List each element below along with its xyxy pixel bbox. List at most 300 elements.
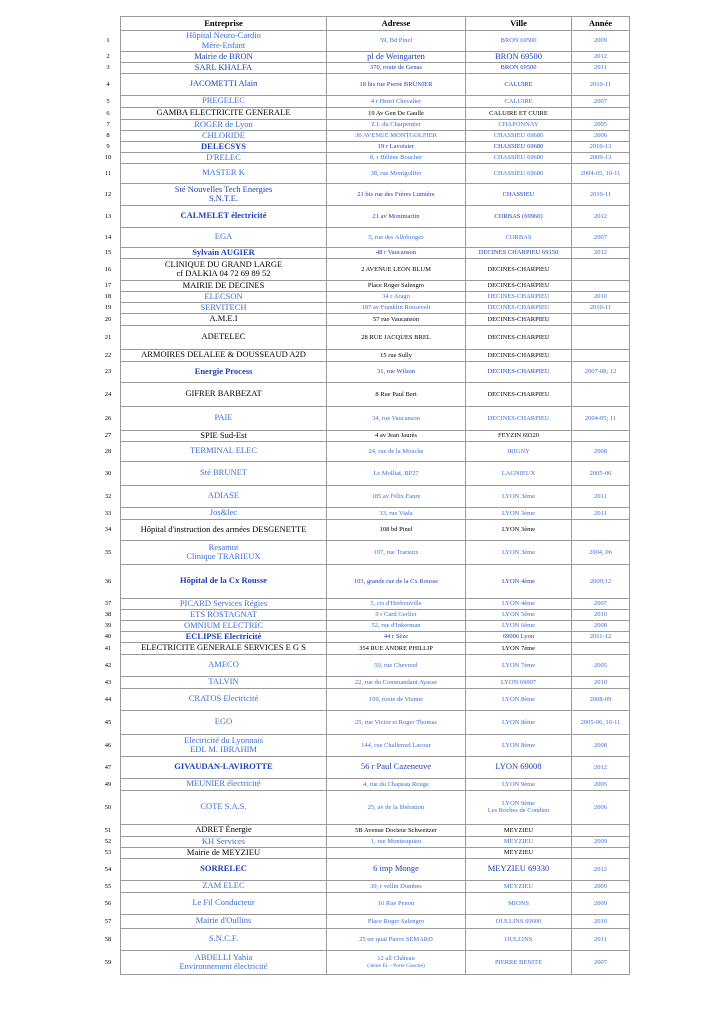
cell-text: DECINES-CHARPIEU <box>487 293 550 301</box>
cell-text: ROGER de Lyon <box>194 119 253 129</box>
table-row <box>96 406 630 430</box>
row-number: 38 <box>104 611 112 619</box>
cell-entreprise <box>121 631 327 642</box>
header-annee: Année <box>572 17 630 31</box>
cell-text: LYON 8ème <box>501 718 536 726</box>
header-num <box>96 17 121 31</box>
cell-text: 6 imp Monge <box>373 863 419 874</box>
cell-ville <box>466 858 572 880</box>
cell-entreprise <box>121 642 327 654</box>
cell-text: EGO <box>214 716 233 727</box>
cell-text: 52, rue d'Inkerman <box>371 622 421 630</box>
cell-annee: 2007 <box>572 598 630 609</box>
cell-text: LYON 3ème <box>501 526 536 534</box>
cell-text: CHASSIEU <box>502 190 535 198</box>
cell-entreprise <box>121 790 327 824</box>
company-table <box>96 16 630 975</box>
cell-text: DECINES-CHARPIEU <box>487 333 550 341</box>
cell-entreprise <box>121 880 327 892</box>
cell-adresse <box>327 313 466 325</box>
cell-ville <box>466 824 572 836</box>
row-number: 42 <box>104 661 112 669</box>
cell-adresse <box>327 598 466 609</box>
row-number: 44 <box>104 695 112 703</box>
cell-entreprise <box>121 152 327 163</box>
cell-entreprise <box>121 485 327 507</box>
cell-text: LYON 7ème <box>501 661 536 669</box>
row-number: 1 <box>106 37 110 45</box>
cell-text: IRIGNY <box>507 447 530 455</box>
cell-entreprise <box>121 280 327 291</box>
cell-text: Z.I. du Charpentier <box>371 121 421 129</box>
cell-entreprise <box>121 258 327 280</box>
cell-text: 185 av Félix Faure <box>371 492 421 500</box>
cell-text: 50, rue Chevreul <box>374 661 418 669</box>
table-row <box>96 790 630 824</box>
cell-adresse <box>327 824 466 836</box>
row-number: 49 <box>104 780 112 788</box>
row-number: 46 <box>104 741 112 749</box>
cell-text: DECINES-CHARPIEU <box>487 315 550 323</box>
cell-adresse <box>327 73 466 95</box>
row-number: 52 <box>104 838 112 846</box>
cell-annee: 2006 <box>572 130 630 141</box>
table-row <box>96 302 630 313</box>
cell-entreprise <box>121 598 327 609</box>
cell-ville <box>466 247 572 258</box>
cell-text: CHAPONNAY <box>498 121 539 129</box>
cell-text: 25, av de la libération <box>367 803 425 811</box>
table-row <box>96 95 630 107</box>
cell-adresse <box>327 63 466 74</box>
cell-adresse <box>327 280 466 291</box>
cell-annee: 2011 <box>572 63 630 74</box>
cell-annee: 2008 <box>572 734 630 756</box>
cell-annee: 2005 <box>572 778 630 790</box>
cell-text: Jos&lec <box>209 507 238 518</box>
cell-text: GIFRER BARBEZAT <box>185 388 262 399</box>
cell-text: CHLORIDE <box>202 130 245 140</box>
cell-text: 8, r Hélène Boucher <box>369 154 423 162</box>
table-row <box>96 163 630 183</box>
cell-entreprise <box>121 620 327 631</box>
cell-text: MEYZIEU <box>503 826 534 834</box>
cell-text: 144, rue Challemel Lacour <box>361 741 431 749</box>
cell-annee: 2012 <box>572 205 630 227</box>
cell-ville <box>466 914 572 928</box>
cell-entreprise <box>121 441 327 461</box>
cell-text: DECINES-CHARPIEU <box>487 282 550 290</box>
row-number: 30 <box>104 469 112 477</box>
cell-ville <box>466 778 572 790</box>
table-row <box>96 291 630 302</box>
cell-text: TALVIN <box>208 676 239 687</box>
cell-adresse <box>327 609 466 620</box>
cell-adresse <box>327 152 466 163</box>
cell-text: OULLINS 69600 <box>495 917 542 925</box>
cell-text: AMECO <box>208 659 239 670</box>
row-number: 43 <box>104 678 112 686</box>
cell-text: 12 all Château <box>377 955 415 963</box>
cell-text: CALUIRE <box>504 97 533 105</box>
cell-annee: 2005-06 <box>572 461 630 485</box>
cell-text: Hôpital de la Cx Rousse <box>180 575 267 586</box>
cell-text: MASTER K <box>202 167 245 178</box>
cell-ville <box>466 642 572 654</box>
cell-annee <box>572 258 630 280</box>
cell-entreprise <box>121 950 327 974</box>
table-row <box>96 73 630 95</box>
cell-text: Resamut <box>208 541 239 552</box>
cell-ville <box>466 291 572 302</box>
cell-annee: 2012 <box>572 756 630 778</box>
cell-annee: 2010-11 <box>572 73 630 95</box>
cell-annee: 2008-09 <box>572 688 630 710</box>
cell-text: 24, rue de la Mouche <box>368 447 424 455</box>
cell-adresse <box>327 631 466 642</box>
table-row <box>96 950 630 974</box>
cell-annee: 2011-12 <box>572 631 630 642</box>
cell-text: 5B Avenue Docteur Schweitzer <box>355 826 437 834</box>
row-number: 2 <box>106 53 110 61</box>
row-number: 21 <box>104 333 112 341</box>
table-row <box>96 485 630 507</box>
cell-adresse <box>327 642 466 654</box>
cell-text: ELECTRICITE GENERALE SERVICES E G S <box>141 642 306 653</box>
row-number: 41 <box>104 644 112 652</box>
cell-entreprise <box>121 710 327 734</box>
table-row <box>96 858 630 880</box>
table-row <box>96 152 630 163</box>
row-number: 20 <box>104 315 112 323</box>
cell-annee: 2009 <box>572 892 630 914</box>
cell-entreprise <box>121 430 327 441</box>
table-row <box>96 258 630 280</box>
cell-adresse <box>327 847 466 858</box>
cell-text: 4 av Jean Jaurès <box>374 432 418 440</box>
cell-adresse <box>327 564 466 598</box>
cell-text: LYON 69007 <box>500 678 537 686</box>
cell-adresse <box>327 183 466 205</box>
cell-text: Hôpital d'instruction des armées DESGENETTE <box>140 523 307 534</box>
header-ville: Ville <box>466 17 572 31</box>
cell-ville <box>466 836 572 847</box>
row-number: 23 <box>104 368 112 376</box>
row-number: 40 <box>104 633 112 641</box>
cell-text: EDL M. IBRAHIM <box>190 744 257 755</box>
cell-text: 34 r Arago <box>382 293 410 301</box>
cell-text: MEYZIEU <box>503 882 534 890</box>
cell-entreprise <box>121 676 327 688</box>
cell-text: CALMELET électricité <box>180 210 267 221</box>
cell-text: MEYZIEU <box>503 849 534 857</box>
cell-entreprise <box>121 564 327 598</box>
cell-ville <box>466 349 572 361</box>
cell-text: 39, r vellin Dombes <box>370 882 422 890</box>
row-number: 6 <box>106 109 110 117</box>
cell-annee: 2012 <box>572 858 630 880</box>
cell-entreprise <box>121 63 327 74</box>
table-row <box>96 928 630 950</box>
cell-entreprise <box>121 609 327 620</box>
cell-text: Le Fil Conducteur <box>192 897 255 908</box>
cell-annee: 2007 <box>572 950 630 974</box>
cell-text: Electricité du Lyonnais <box>184 734 263 745</box>
cell-ville <box>466 790 572 824</box>
cell-text: Mairie de BRON <box>194 51 253 62</box>
cell-text: FEYZIN 69320 <box>498 432 539 440</box>
cell-entreprise <box>121 654 327 676</box>
cell-entreprise <box>121 734 327 756</box>
row-number: 11 <box>104 169 112 177</box>
cell-annee: 2008 <box>572 441 630 461</box>
cell-adresse <box>327 858 466 880</box>
cell-text: 18 bis rue Pierre BRUNIER <box>359 80 433 88</box>
row-number: 27 <box>104 432 112 440</box>
cell-text: DECINES-CHARPIEU <box>487 414 550 422</box>
cell-text: JACOMETTI Alain <box>189 78 258 89</box>
cell-ville <box>466 507 572 519</box>
cell-text: GAMBA ELECTRICITE GENERALE <box>156 107 291 118</box>
cell-text: CALUIRE <box>504 80 533 88</box>
cell-ville <box>466 280 572 291</box>
cell-text: LYON 4ème <box>501 600 536 608</box>
cell-text: SPIE Sud-Est <box>200 430 247 440</box>
cell-annee <box>572 349 630 361</box>
cell-text: GIVAUDAN-LAVIROTTE <box>174 761 273 772</box>
table-row <box>96 836 630 847</box>
cell-adresse <box>327 790 466 824</box>
cell-text: SORRELEC <box>200 863 247 874</box>
cell-entreprise <box>121 540 327 564</box>
cell-text: Place Roger Salengro <box>367 282 425 290</box>
cell-text: Mère-Enfant <box>201 40 246 50</box>
cell-text: Sté Nouvelles Tech Energies <box>174 183 273 194</box>
cell-entreprise <box>121 507 327 519</box>
cell-ville <box>466 258 572 280</box>
cell-ville <box>466 361 572 382</box>
cell-ville <box>466 313 572 325</box>
cell-adresse <box>327 688 466 710</box>
row-number: 35 <box>104 548 112 556</box>
cell-ville <box>466 163 572 183</box>
table-row <box>96 688 630 710</box>
cell-text: 9 r Card Gerlier <box>375 611 417 619</box>
cell-adresse <box>327 430 466 441</box>
row-number: 17 <box>104 282 112 290</box>
cell-annee: 2005-06, 10-11 <box>572 710 630 734</box>
row-number: 45 <box>104 718 112 726</box>
cell-text: 22, rue du Commandant Ayasse <box>354 678 438 686</box>
cell-text: 4 r Henri Chevalier <box>370 97 422 105</box>
cell-text: 25 ter quai Pierre SEMARD <box>359 935 433 943</box>
cell-ville <box>466 519 572 540</box>
cell-entreprise <box>121 52 327 63</box>
cell-entreprise <box>121 892 327 914</box>
cell-entreprise <box>121 119 327 130</box>
cell-text: 1, rue Montesquieu <box>370 838 422 846</box>
cell-ville <box>466 152 572 163</box>
cell-text: ELECSON <box>204 291 243 301</box>
cell-text: LYON 7ème <box>501 644 536 652</box>
cell-text-note: (3ème Et. - Porte Gauche) <box>367 962 425 969</box>
cell-text: 21 av Montmartin <box>372 212 420 220</box>
cell-text: A.M.E.I <box>209 313 238 324</box>
cell-ville <box>466 710 572 734</box>
table-row <box>96 325 630 349</box>
cell-text: KH Services <box>201 836 246 846</box>
cell-annee <box>572 107 630 119</box>
table-row <box>96 247 630 258</box>
cell-text: 187 av Franklin Roosevelt <box>361 304 431 312</box>
row-number: 33 <box>104 509 112 517</box>
cell-text: Sté BRUNET <box>200 467 247 478</box>
row-number: 28 <box>104 447 112 455</box>
cell-text: PREGELEC <box>202 95 245 106</box>
cell-adresse <box>327 247 466 258</box>
table-row <box>96 540 630 564</box>
table-row <box>96 31 630 52</box>
cell-text: 69006 Lyon <box>502 633 535 641</box>
row-number: 13 <box>104 212 112 220</box>
cell-annee <box>572 847 630 858</box>
row-number: 57 <box>104 917 112 925</box>
cell-annee <box>572 325 630 349</box>
row-number: 10 <box>104 154 112 162</box>
cell-adresse <box>327 95 466 107</box>
cell-text: PICARD Services Régies <box>179 598 268 608</box>
cell-entreprise <box>121 302 327 313</box>
cell-ville <box>466 609 572 620</box>
cell-entreprise <box>121 461 327 485</box>
cell-annee: 2009 <box>572 836 630 847</box>
cell-text: S.N.C.F. <box>208 933 239 944</box>
cell-text: ZAM ELEC <box>202 880 245 891</box>
cell-adresse <box>327 485 466 507</box>
cell-ville <box>466 461 572 485</box>
row-number: 9 <box>106 143 110 151</box>
table-row <box>96 461 630 485</box>
cell-ville <box>466 756 572 778</box>
cell-annee: 2012 <box>572 52 630 63</box>
row-number: 32 <box>104 492 112 500</box>
cell-entreprise <box>121 928 327 950</box>
cell-ville <box>466 620 572 631</box>
cell-ville <box>466 382 572 406</box>
cell-ville <box>466 892 572 914</box>
cell-text: DECINES-CHARPIEU <box>487 368 550 376</box>
cell-text: CHASSIEU 69680 <box>493 132 544 140</box>
cell-text: OULLINS <box>504 935 533 943</box>
cell-adresse <box>327 836 466 847</box>
cell-ville <box>466 598 572 609</box>
cell-annee <box>572 824 630 836</box>
cell-text: 370, route de Genas <box>370 64 422 72</box>
cell-text: CORBAS <box>505 233 532 241</box>
cell-entreprise <box>121 756 327 778</box>
cell-ville <box>466 441 572 461</box>
cell-adresse <box>327 31 466 52</box>
cell-entreprise <box>121 73 327 95</box>
cell-text: CHASSIEU 69680 <box>493 143 544 151</box>
row-number: 47 <box>104 763 112 771</box>
cell-text: CORBAS (69960) <box>494 212 543 220</box>
cell-text: 5, rue des Allobroges <box>368 233 424 241</box>
row-number: 24 <box>104 390 112 398</box>
cell-ville <box>466 928 572 950</box>
cell-adresse <box>327 291 466 302</box>
cell-ville <box>466 654 572 676</box>
cell-text: ABDELLI Yahia <box>194 951 253 962</box>
cell-ville <box>466 847 572 858</box>
cell-entreprise <box>121 382 327 406</box>
cell-text: DECINES-CHARPIEU <box>487 265 550 273</box>
cell-text: ETS ROSTAGNAT <box>189 609 258 619</box>
cell-text: Energie Process <box>194 365 253 376</box>
cell-entreprise <box>121 141 327 152</box>
cell-entreprise <box>121 183 327 205</box>
cell-adresse <box>327 141 466 152</box>
table-row <box>96 507 630 519</box>
table-row <box>96 205 630 227</box>
cell-annee: 2007 <box>572 95 630 107</box>
cell-entreprise <box>121 95 327 107</box>
cell-text: ADIASE <box>207 490 240 501</box>
cell-text: ADETELEC <box>201 331 246 342</box>
cell-text: 5, crs d'Herbouville <box>370 600 422 608</box>
cell-annee: 2004-05, 10-11 <box>572 163 630 183</box>
cell-text: 15 rue Sully <box>380 351 412 359</box>
cell-annee: 2007 <box>572 227 630 247</box>
cell-text: COTE S.A.S. <box>200 801 247 812</box>
cell-text: MEYZIEU <box>503 838 534 846</box>
cell-text: 108 bd Pinel <box>379 526 413 534</box>
cell-annee: 2009;12 <box>572 564 630 598</box>
cell-adresse <box>327 361 466 382</box>
cell-text: EGA <box>214 231 233 242</box>
cell-annee: 2009 <box>572 31 630 52</box>
cell-entreprise <box>121 406 327 430</box>
cell-text: 38, rue Montgolfier <box>370 169 422 177</box>
cell-annee <box>572 430 630 441</box>
cell-adresse <box>327 710 466 734</box>
cell-text: LAGNIEUX <box>501 469 536 477</box>
table-row <box>96 107 630 119</box>
cell-text: 48 r Vaucanson <box>376 249 416 257</box>
cell-annee: 2012 <box>572 247 630 258</box>
cell-adresse <box>327 928 466 950</box>
row-number: 34 <box>104 526 112 534</box>
cell-text: DECINES CHARPIEU 69150 <box>478 249 559 257</box>
cell-adresse <box>327 654 466 676</box>
cell-entreprise <box>121 858 327 880</box>
cell-adresse <box>327 540 466 564</box>
cell-adresse <box>327 406 466 430</box>
cell-ville <box>466 119 572 130</box>
cell-text: LYON 8ème <box>501 695 536 703</box>
table-row <box>96 654 630 676</box>
row-number: 51 <box>104 826 112 834</box>
cell-text: CLINIQUE DU GRAND LARGE <box>164 258 283 269</box>
row-number: 22 <box>104 351 112 359</box>
cell-text: 44 r Sèze <box>383 633 409 641</box>
cell-entreprise <box>121 163 327 183</box>
cell-entreprise <box>121 836 327 847</box>
table-row <box>96 280 630 291</box>
cell-text: OMNIUM ELECTRIC <box>183 620 264 630</box>
cell-ville <box>466 302 572 313</box>
cell-ville <box>466 141 572 152</box>
